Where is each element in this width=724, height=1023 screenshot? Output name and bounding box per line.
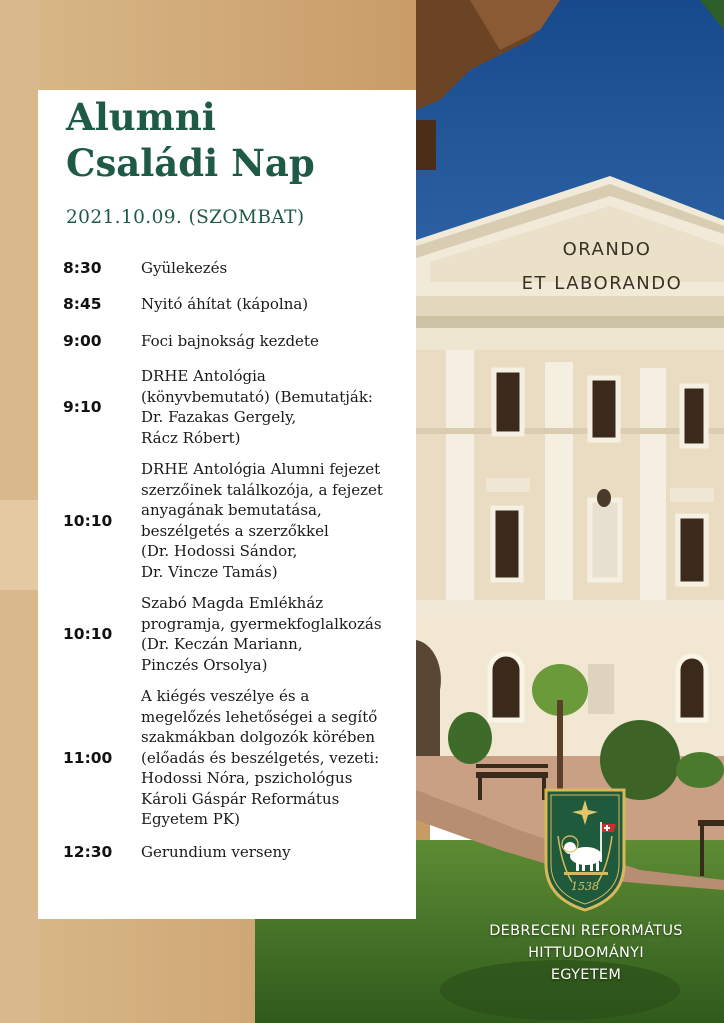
event-line: beszélgetés a szerzőkkel [141,521,329,540]
schedule-row [38,593,416,675]
schedule-row [38,686,416,830]
schedule-time: 12:30 [63,843,113,861]
schedule-row [38,366,416,448]
event-line: DRHE Antológia Alumni fejezet [141,460,381,478]
poster-title [66,94,315,186]
schedule-event [141,686,411,830]
crest-year: 1538 [571,880,599,893]
schedule-time: 8:45 [63,295,102,313]
event-line: Szabó Magda Emlékház [141,594,324,612]
title-line: Családi Nap [66,141,315,185]
event-line: megelőzés lehetőségei a segítő [141,707,378,726]
schedule-time: 10:10 [63,511,113,530]
schedule-time: 9:10 [63,398,102,416]
schedule-event [141,258,411,279]
title-line: Alumni [66,95,216,139]
schedule-row [38,331,416,351]
schedule-time: 10:10 [63,625,113,643]
event-line: Nyitó áhítat (kápolna) [141,294,309,313]
schedule-event [141,593,411,675]
schedule-event [141,842,411,863]
event-line: Dr. Vincze Tamás) [141,562,278,581]
inscription-line2: ET LABORANDO [521,273,683,294]
schedule-row [38,294,416,314]
event-line: Gyülekezés [141,258,228,277]
inscription-line1: ORANDO [562,239,652,260]
event-line: szerzőinek találkozója, a fejezet [141,480,383,499]
university-name-line: EGYETEM [550,967,622,983]
event-line: Hodossi Nóra, pszichológus [141,769,353,788]
event-line: anyagának bemutatása, [141,501,322,519]
event-line: Dr. Fazakas Gergely, [141,408,297,426]
schedule-row [38,258,416,278]
event-line: Gerundium verseny [141,842,291,861]
schedule-event [141,331,411,352]
schedule-event [141,294,411,315]
schedule-event [141,366,411,448]
schedule-time: 8:30 [63,259,102,277]
event-line: A kiégés veszélye és a [141,687,310,706]
event-line: (könyvbemutató) (Bemutatják: [141,387,373,406]
event-line: szakmákban dolgozók körében [141,728,376,747]
schedule-event [141,459,411,582]
university-name [466,920,706,986]
event-line: Pinczés Orsolya) [141,655,268,674]
event-line: Károli Gáspár Református [141,789,340,808]
schedule-row [38,842,416,862]
schedule-row [38,459,416,582]
event-line: DRHE Antológia [141,367,266,385]
university-crest-icon [542,786,628,912]
schedule-time: 9:00 [63,332,102,350]
university-name-line: HITTUDOMÁNYI [528,945,644,961]
event-line: programja, gyermekfoglalkozás [141,614,382,633]
schedule-time: 11:00 [63,749,113,767]
university-name-line: DEBRECENI REFORMÁTUS [489,923,683,939]
event-line: Rácz Róbert) [141,428,241,447]
schedule-card [38,90,416,919]
event-line: (Dr. Keczán Mariann, [141,635,303,653]
event-line: Egyetem PK) [141,810,240,829]
event-line: (előadás és beszélgetés, vezeti: [141,748,380,767]
event-line: Foci bajnokság kezdete [141,331,319,350]
event-line: (Dr. Hodossi Sándor, [141,542,298,560]
event-date: 2021.10.09. (SZOMBAT) [66,207,305,228]
